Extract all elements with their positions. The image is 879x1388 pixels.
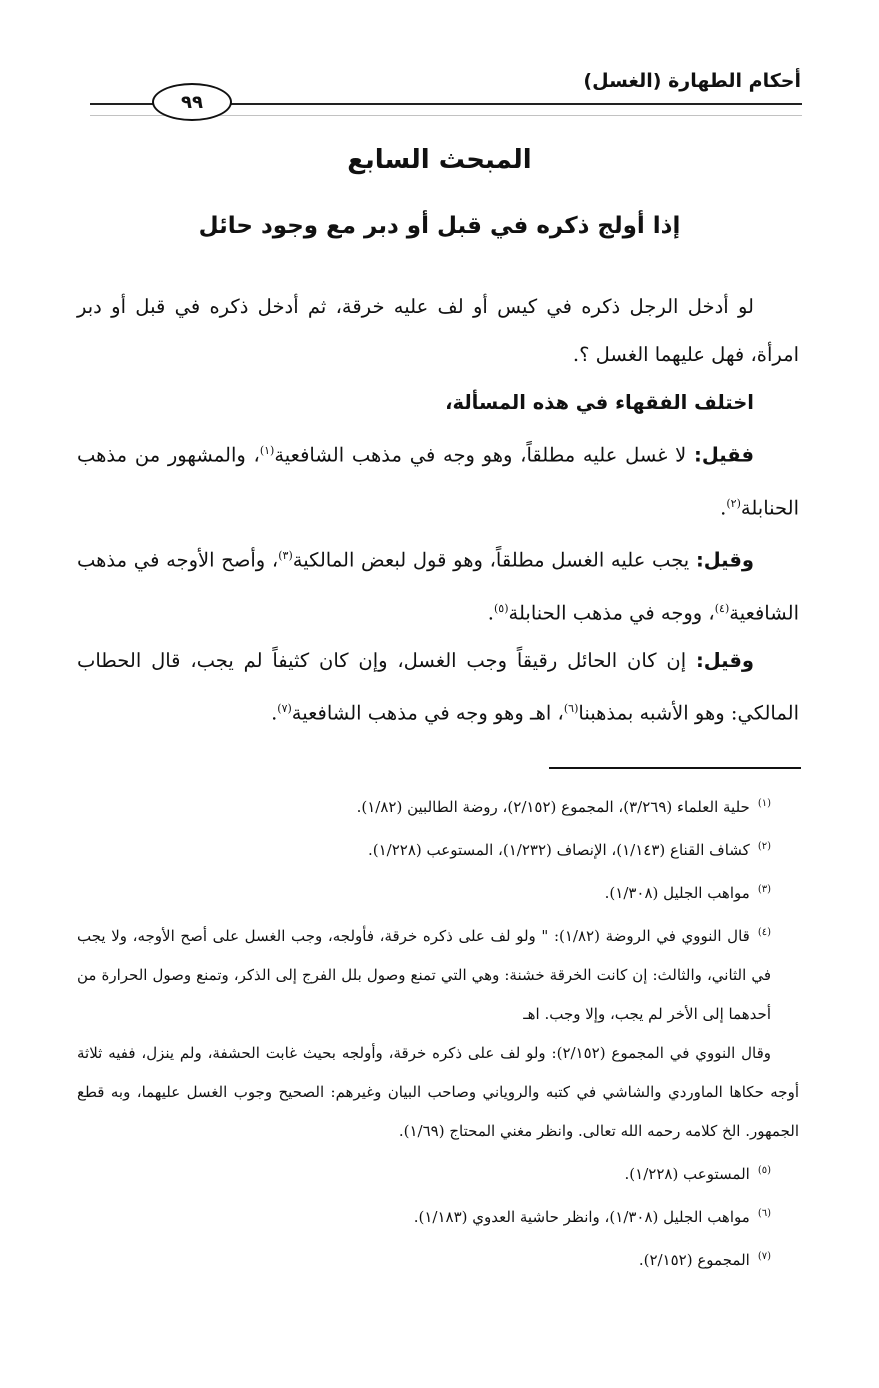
footnote-number: (٥) bbox=[757, 1165, 771, 1176]
opinion-text: ، ووجه في مذهب الحنابلة bbox=[508, 601, 715, 624]
footnote-text: حلية العلماء (٣/٢٦٩)، المجموع (٢/١٥٢)، روضة الطالبين (١/٨٢). bbox=[356, 798, 750, 816]
opinion-text: إن كان الحائل رقيقاً وجب الغسل، وإن كان كثيفاً لم يجب، قال الحطاب المالكي: وهو الأشبه بمذهبنا bbox=[77, 649, 799, 725]
footnote-number: (٣) bbox=[757, 884, 771, 895]
footnote-number: (٢) bbox=[757, 841, 771, 852]
footnote-text: مواهب الجليل (١/٣٠٨). bbox=[604, 884, 750, 902]
footnote-number: (٦) bbox=[757, 1208, 771, 1219]
footnote-ref: (٣) bbox=[278, 549, 293, 562]
footnote-number: (٧) bbox=[757, 1251, 771, 1262]
paragraph-opinion-1 bbox=[77, 427, 799, 532]
footnote-ref: (١) bbox=[259, 444, 275, 457]
footnotes bbox=[77, 784, 799, 1280]
chapter-title: المبحث السابع bbox=[347, 145, 532, 175]
opinion-text: يجب عليه الغسل مطلقاً، وهو قول لبعض المالكية bbox=[292, 548, 696, 572]
footnote-text: كشاف القناع (١/١٤٣)، الإنصاف (١/٢٣٢)، المستوعب (١/٢٢٨). bbox=[368, 841, 750, 859]
footnote-number: (٤) bbox=[757, 927, 771, 938]
footnote-1 bbox=[77, 784, 799, 827]
paragraph-opinion-2 bbox=[77, 532, 799, 637]
footnote-2 bbox=[77, 827, 799, 870]
opinion-lead: فقيل: bbox=[694, 443, 754, 467]
footnote-3 bbox=[77, 870, 799, 913]
footnote-text: قال النووي في الروضة (١/٨٢): " ولو لف على ذكره خرقة، فأولجه، وجب الغسل على أصح الأوجه، ولا يجب في الثاني، والثالث: إن كانت الخرقة خشنة: وهي التي تمنع وصول بلل الفرج إلى الذكر، وتمنع وصول الحرارة من أحدهما إلى الأخر لم يجب، وإلا وجب. اهـ bbox=[77, 927, 771, 1023]
footnote-number: (١) bbox=[757, 798, 771, 809]
opinion-text: ، والمشهور من مذهب الحنابلة bbox=[77, 443, 799, 519]
page-number: ٩٩ bbox=[152, 83, 232, 121]
paragraph-opinion-3 bbox=[77, 637, 799, 738]
footnote-4 bbox=[77, 913, 799, 1034]
paragraph-disagreement: اختلف الفقهاء في هذه المسألة، bbox=[445, 391, 754, 414]
footnote-text: المجموع (٢/١٥٢). bbox=[638, 1251, 750, 1269]
footnote-5 bbox=[77, 1151, 799, 1194]
footnote-6 bbox=[77, 1194, 799, 1237]
section-title: إذا أولج ذكره في قبل أو دبر مع وجود حائل bbox=[198, 213, 681, 239]
footnote-text: المستوعب (١/٢٢٨). bbox=[624, 1165, 750, 1183]
sentence-end: . bbox=[720, 496, 727, 519]
footnote-ref: (٤) bbox=[714, 601, 730, 615]
paragraph-question: لو أدخل الرجل ذكره في كيس أو لف عليه خرقة، ثم أدخل ذكره في قبل أو دبر امرأة، فهل عليهما الغسل ؟. bbox=[77, 295, 799, 366]
opinion-lead: وقيل: bbox=[695, 649, 754, 672]
footnote-ref: (٦) bbox=[563, 702, 579, 715]
footnote-ref: (٢) bbox=[726, 496, 741, 510]
footnote-7 bbox=[77, 1237, 799, 1280]
body-text bbox=[77, 283, 799, 738]
opinion-text: ، اهـ وهو وجه في مذهب الشافعية bbox=[291, 701, 564, 725]
opinion-text: لا غسل عليه مطلقاً، وهو وجه في مذهب الشافعية bbox=[274, 443, 695, 467]
footnote-text: مواهب الجليل (١/٣٠٨)، وانظر حاشية العدوي (١/١٨٣). bbox=[413, 1208, 750, 1226]
footnote-4-continuation: وقال النووي في المجموع (٢/١٥٢): ولو لف على ذكره خرقة، وأولجه بحيث غابت الحشفة، ولم ينزل، ففيه ثلاثة أوجه حكاها الماوردي والشاشي في كتبه والروياني وصاحب البيان وغيرهم: الصحيح وجوب الغسل عليهما، وبه قطع الجمهور. الخ كلامه رحمه الله تعالى. وانظر مغني المحتاج (١/٦٩). bbox=[77, 1044, 799, 1140]
sentence-end: . bbox=[271, 701, 278, 725]
sentence-end: . bbox=[487, 601, 494, 624]
opinion-lead: وقيل: bbox=[695, 548, 754, 572]
opinion-text: ، وأصح الأوجه في مذهب الشافعية bbox=[77, 548, 799, 624]
footnote-ref: (٧) bbox=[277, 702, 292, 715]
running-title: أحكام الطهارة (الغسل) bbox=[583, 70, 801, 92]
footnote-separator bbox=[549, 767, 801, 769]
footnote-ref: (٥) bbox=[493, 601, 509, 615]
